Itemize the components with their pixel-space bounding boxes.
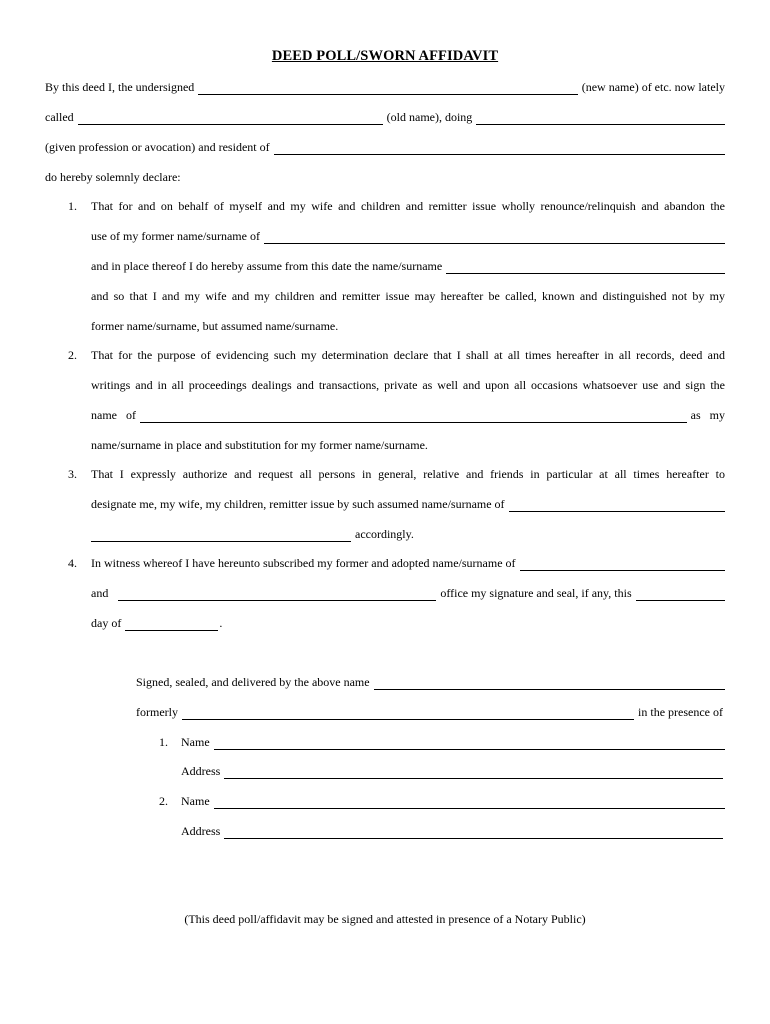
item-1-number: 1. <box>68 199 77 213</box>
witness-1-name-row <box>181 734 725 750</box>
period-label: . <box>219 616 223 630</box>
office-field[interactable] <box>118 589 436 601</box>
formerly-field[interactable] <box>182 708 634 720</box>
notary-note: (This deed poll/affidavit may be signed and attested in presence of a Notary Public) <box>184 912 586 926</box>
item-4-line-1 <box>91 555 725 571</box>
accordingly-label: accordingly. <box>355 527 414 541</box>
item-3-surname-field-cont[interactable] <box>91 530 351 542</box>
item-3-line-3 <box>91 526 414 542</box>
item-1-line-3 <box>91 258 725 274</box>
item-1-line-2 <box>91 228 725 244</box>
presence-label: in the presence of <box>638 705 723 719</box>
former-name-label: use of my former name/surname of <box>91 229 260 243</box>
witness-2-name-label: Name <box>181 794 210 808</box>
item-3-surname-field[interactable] <box>509 500 725 512</box>
former-adopted-name-field[interactable] <box>520 559 725 571</box>
old-name-field[interactable] <box>78 113 383 125</box>
day-number-field[interactable] <box>636 589 725 601</box>
item-3-number: 3. <box>68 467 77 481</box>
declare-text: do hereby solemnly declare: <box>45 170 181 184</box>
as-my-label: as my <box>690 408 725 422</box>
witness-2-number: 2. <box>159 794 168 808</box>
signing-line-2 <box>136 704 723 720</box>
witness-1-number: 1. <box>159 735 168 749</box>
witness-2-address-row <box>181 823 723 839</box>
old-name-label: (old name), doing <box>386 110 473 124</box>
item-2-name-field[interactable] <box>140 411 687 423</box>
item-2-line-2: writings and in all proceedings dealings and transactions, private as well and upon all occasions whatsoever use and sign the <box>91 378 725 392</box>
witness-1-address-label: Address <box>181 764 221 778</box>
intro-line-2 <box>45 109 725 125</box>
witness-2-name-row <box>181 793 725 809</box>
item-4-line-2 <box>91 585 725 601</box>
item-3-line-2 <box>91 496 725 512</box>
item-1-line-1: That for and on behalf of myself and my wife and children and remitter issue wholly renounce/relinquish and abandon the <box>91 199 725 213</box>
called-label: called <box>45 110 74 124</box>
signed-label: Signed, sealed, and delivered by the above name <box>136 675 370 689</box>
intro-undersigned-label: By this deed I, the undersigned <box>45 80 195 94</box>
former-name-field[interactable] <box>264 232 725 244</box>
month-field[interactable] <box>125 619 218 631</box>
designate-label: designate me, my wife, my children, remitter issue by such assumed name/surname of <box>91 497 505 511</box>
item-3-line-1: That I expressly authorize and request all persons in general, relative and friends in particular at all times hereafter to <box>91 467 725 481</box>
item-2-line-3 <box>91 407 725 423</box>
item-4-number: 4. <box>68 556 77 570</box>
profession-field[interactable] <box>476 113 725 125</box>
item-4-line-3 <box>91 615 222 631</box>
new-name-field[interactable] <box>198 83 577 95</box>
item-2-line-1: That for the purpose of evidencing such my determination declare that I shall at all times hereafter in all records, deed and <box>91 348 725 362</box>
new-name-label: (new name) of etc. now lately <box>581 80 725 94</box>
witness-1-address-row <box>181 763 723 779</box>
witness-2-name-field[interactable] <box>214 797 725 809</box>
witness-1-name-field[interactable] <box>214 738 725 750</box>
assume-name-label: and in place thereof I do hereby assume from this date the name/surname <box>91 259 443 273</box>
assumed-name-field[interactable] <box>446 262 725 274</box>
intro-line-1 <box>45 79 725 95</box>
witness-1-address-field[interactable] <box>224 767 723 779</box>
witness-label: In witness whereof I have hereunto subscribed my former and adopted name/surname of <box>91 556 516 570</box>
name-of-label: name of <box>91 408 136 422</box>
signer-name-field[interactable] <box>374 678 725 690</box>
witness-2-address-label: Address <box>181 824 221 838</box>
signing-line-1 <box>136 674 725 690</box>
witness-2-address-field[interactable] <box>224 827 723 839</box>
intro-line-3 <box>45 139 725 155</box>
item-1-line-5: former name/surname, but assumed name/surname. <box>91 319 339 333</box>
item-2-number: 2. <box>68 348 77 362</box>
document-title: DEED POLL/SWORN AFFIDAVIT <box>271 48 499 64</box>
item-1-line-4: and so that I and my wife and my children and remitter issue may hereafter be called, known and distinguished not by my <box>91 289 725 303</box>
day-of-label: day of <box>91 616 122 630</box>
witness-1-name-label: Name <box>181 735 210 749</box>
formerly-label: formerly <box>136 705 178 719</box>
resident-label: (given profession or avocation) and resident of <box>45 140 270 154</box>
and-label: and <box>91 586 109 600</box>
signature-label: office my signature and seal, if any, this <box>440 586 632 600</box>
item-2-line-4: name/surname in place and substitution for my former name/surname. <box>91 438 428 452</box>
residence-field[interactable] <box>274 143 725 155</box>
